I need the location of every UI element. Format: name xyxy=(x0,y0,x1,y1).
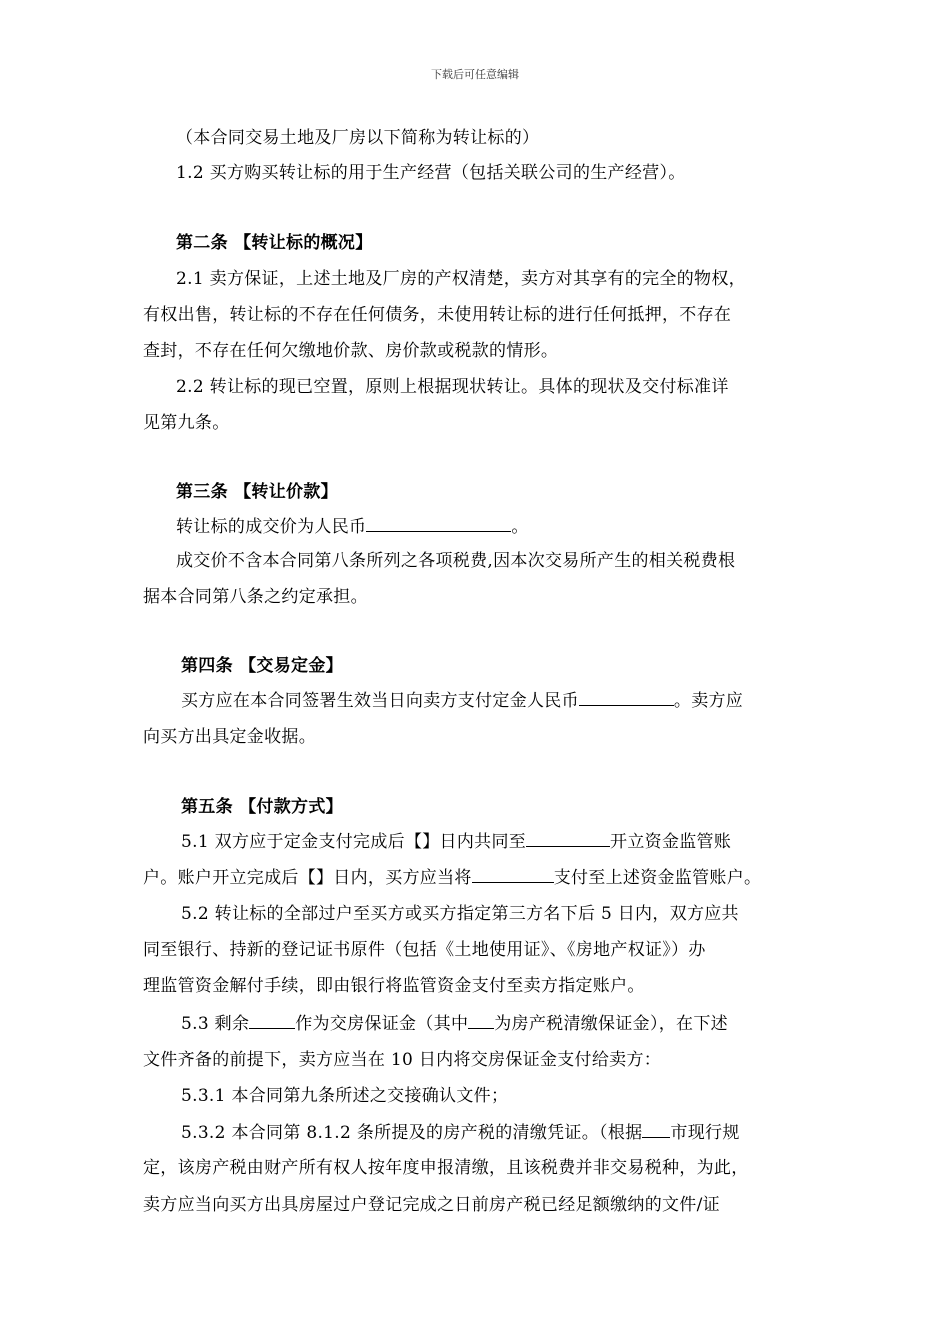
paragraph-line: 据本合同第八条之约定承担。 xyxy=(143,587,368,607)
paragraph-line: 2.2 转让标的现已空置，原则上根据现状转让。具体的现状及交付标准详 xyxy=(176,377,729,397)
paragraph-line: 卖方应当向买方出具房屋过户登记完成之日前房产税已经足额缴纳的文件/证 xyxy=(143,1195,720,1215)
paragraph-line: 5.3.1 本合同第九条所述之交接确认文件； xyxy=(181,1086,509,1106)
paragraph-line: 同至银行、持新的登记证书原件（包括《土地使用证》、《房地产权证》）办 xyxy=(143,940,706,960)
paragraph-line: 查封，不存在任何欠缴地价款、房价款或税款的情形。 xyxy=(143,341,559,361)
text-segment: 5.3.2 本合同第 8.1.2 条所提及的房产税的清缴凭证。（根据 xyxy=(181,1123,643,1143)
tax-deposit-blank-field[interactable] xyxy=(468,1012,494,1029)
paragraph-line: 见第九条。 xyxy=(143,413,230,433)
text-segment: 转让标的成交价为人民币 xyxy=(176,517,367,537)
paragraph-line: 理监管资金解付手续，即由银行将监管资金支付至卖方指定账户。 xyxy=(143,976,645,996)
amount-blank-field[interactable] xyxy=(472,866,554,883)
remainder-blank-field[interactable] xyxy=(249,1012,295,1029)
section-heading-4: 第四条 【交易定金】 xyxy=(181,656,343,676)
paragraph-line: 成交价不含本合同第八条所列之各项税费,因本次交易所产生的相关税费根 xyxy=(176,551,736,571)
paragraph-line: 文件齐备的前提下，卖方应当在 10 日内将交房保证金支付给卖方： xyxy=(143,1050,662,1070)
text-segment: 作为交房保证金（其中 xyxy=(295,1014,469,1034)
paragraph-line xyxy=(181,830,731,853)
section-heading-2: 第二条 【转让标的概况】 xyxy=(176,233,373,253)
paragraph-line xyxy=(176,515,529,538)
city-blank-field[interactable] xyxy=(642,1121,670,1138)
paragraph-line xyxy=(181,689,743,712)
deposit-blank-field[interactable] xyxy=(579,689,674,706)
paragraph-line: 定，该房产税由财产所有权人按年度申报清缴，且该税费并非交易税种，为此， xyxy=(143,1158,749,1178)
text-segment: 开立资金监管账 xyxy=(610,832,732,852)
section-heading-3: 第三条 【转让价款】 xyxy=(176,482,338,502)
text-segment: 。卖方应 xyxy=(673,691,744,711)
text-segment: 。 xyxy=(511,517,529,537)
paragraph-line: 向买方出具定金收据。 xyxy=(143,727,316,747)
paragraph-line xyxy=(181,1121,740,1144)
text-segment: 户。账户开立完成后【】日内，买方应当将 xyxy=(143,868,472,888)
paragraph-line: （本合同交易土地及厂房以下简称为转让标的） xyxy=(176,128,540,148)
paragraph-line xyxy=(181,1012,728,1035)
price-blank-field[interactable] xyxy=(366,515,511,532)
paragraph-line: 1.2 买方购买转让标的用于生产经营（包括关联公司的生产经营）。 xyxy=(176,163,686,183)
text-segment: 支付至上述资金监管账户。 xyxy=(553,868,762,888)
text-segment: 市现行规 xyxy=(670,1123,740,1143)
paragraph-line: 5.2 转让标的全部过户至买方或买方指定第三方名下后 5 日内，双方应共 xyxy=(181,904,739,924)
page-header: 下载后可任意编辑 xyxy=(431,68,519,81)
section-heading-5: 第五条 【付款方式】 xyxy=(181,797,343,817)
paragraph-line: 有权出售，转让标的不存在任何债务，未使用转让标的进行任何抵押，不存在 xyxy=(143,305,732,325)
bank-blank-field[interactable] xyxy=(526,830,610,847)
text-segment: 5.1 双方应于定金支付完成后【】日内共同至 xyxy=(181,832,527,852)
text-segment: 买方应在本合同签署生效当日向卖方支付定金人民币 xyxy=(181,691,579,711)
text-segment: 为房产税清缴保证金），在下述 xyxy=(494,1014,728,1034)
paragraph-line xyxy=(143,866,761,889)
text-segment: 5.3 剩余 xyxy=(181,1014,250,1034)
paragraph-line: 2.1 卖方保证，上述土地及厂房的产权清楚，卖方对其享有的完全的物权， xyxy=(176,269,746,289)
